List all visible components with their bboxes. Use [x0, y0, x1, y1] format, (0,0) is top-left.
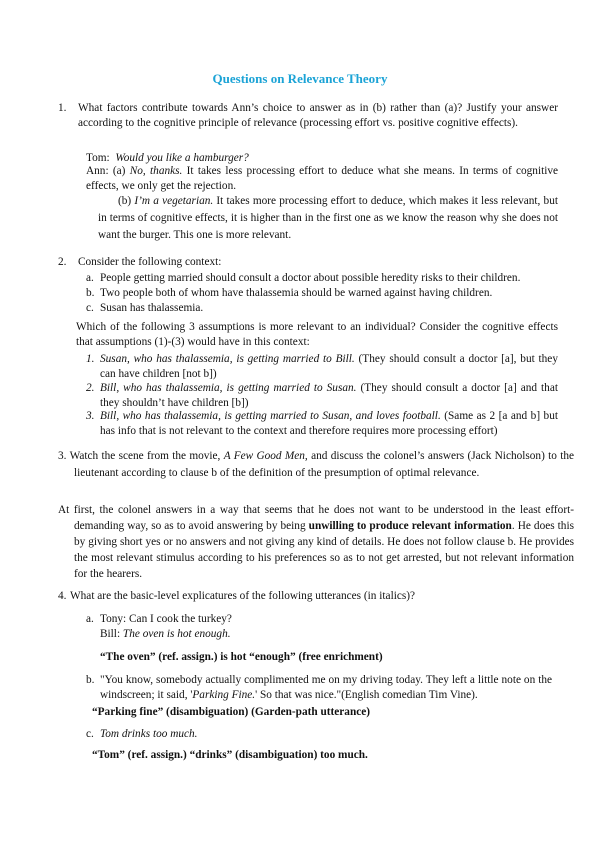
- q1-b-label: (b): [118, 195, 132, 207]
- q2-assumption-1-quote: Susan, who has thalassemia, is getting married to Bill.: [100, 353, 355, 365]
- q3-answer-bold: unwilling to produce relevant information: [308, 520, 512, 532]
- q1-b-text: It takes more processing effort to deduce, which makes it less relevant, but in terms of cognitive effects, it is higher than in the first one as we know the reason why she does not want the burger. This one is more relevant.: [98, 195, 558, 241]
- q4-number: 4.: [58, 590, 67, 602]
- q2-assumption-1-answer: (They should consult a doctor [a], but they can have children [not b]): [100, 353, 558, 380]
- q4-a-speaker: Bill:: [100, 628, 121, 640]
- q2-context-c: Susan has thalassemia.: [100, 302, 204, 314]
- q1-a-label: (a): [112, 165, 126, 177]
- q2-assumption-2: [100, 381, 558, 411]
- q2-question: Which of the following 3 assumptions is more relevant to an individual? Consider the cognitive effects that assumptions (1)-(3) would have in this context:: [76, 321, 558, 348]
- q4-question: What are the basic-level explicatures of the following utterances (in italics)?: [70, 590, 416, 602]
- q1-ann-answer-b: [98, 193, 558, 244]
- q4-a-label: a.: [86, 613, 94, 625]
- q2-number: 2.: [58, 256, 67, 268]
- q2-assumption-2-answer: (They should consult a doctor [a] and that they shouldn’t have children [b]): [100, 382, 558, 409]
- q2-context-a: People getting married should consult a doctor about possible heredity risks to their children.: [100, 272, 521, 284]
- q2-assumption-2-label: 2.: [86, 382, 95, 394]
- q3-answer-part1: At first, the colonel answers in a way that seems that he does not want to be understood in the least effort-demanding way, so as to avoid answering by being: [58, 504, 574, 532]
- q2-intro: Consider the following context:: [78, 256, 222, 268]
- q2-assumption-3-answer: (Same as 2 [a and b] but has info that is not relevant to the context and therefore requires more processing effort): [100, 410, 558, 437]
- page-title: Questions on Relevance Theory: [212, 71, 388, 86]
- q3-question-part2: and discuss the colonel’s answers (Jack Nicholson) to the lieutenant according to clause b of the definition of the presumption of optimal relevance.: [74, 450, 575, 479]
- q1-tom-quote: Would you like a hamburger?: [115, 152, 249, 164]
- q2-context-b: Two people both of whom have thalassemia should be warned against having children.: [100, 287, 493, 299]
- q2-assumption-3: [100, 409, 558, 439]
- q4-c-quote: Tom drinks too much.: [100, 728, 198, 740]
- q4-a-answer: “The oven” (ref. assign.) is hot “enough” (free enrichment): [100, 651, 383, 663]
- q3-answer-part2: . He does this by giving short yes or no answers and not giving any kind of details. He does not follow clause b. He provides the most relevant stimulus according to his preferences so as to not get arrested, but not relevant information for the hearers.: [74, 520, 574, 580]
- q3-answer: [58, 502, 574, 582]
- q1-number: 1.: [58, 102, 67, 114]
- q4-b-text-part2: ' So that was nice."(English comedian Tim Vine).: [255, 689, 478, 701]
- q2-assumption-1: [100, 352, 558, 382]
- q2-context-c-label: c.: [86, 302, 94, 314]
- q1-tom-label: Tom:: [86, 152, 110, 164]
- q4-a-line2: [100, 627, 231, 642]
- q4-b-quote: Parking Fine.: [192, 689, 256, 701]
- q4-b-label: b.: [86, 674, 95, 686]
- q4-a-quote: The oven is hot enough.: [122, 628, 231, 640]
- q4-a-line1: Tony: Can I cook the turkey?: [100, 613, 232, 625]
- q4-c-label: c.: [86, 728, 94, 740]
- q3-question-part1: Watch the scene from the movie,: [69, 450, 221, 462]
- q2-assumption-2-quote: Bill, who has thalassemia, is getting married to Susan.: [100, 382, 357, 394]
- q1-ann-label: Ann:: [86, 165, 109, 177]
- q2-assumption-1-label: 1.: [86, 353, 95, 365]
- q2-context-b-label: b.: [86, 287, 95, 299]
- q4-b-answer: “Parking fine” (disambiguation) (Garden-path utterance): [92, 706, 371, 718]
- q1-a-text: It takes less processing effort to deduce what she means. In terms of cognitive effects, we only get the rejection.: [86, 165, 559, 192]
- q2-assumption-3-label: 3.: [86, 410, 95, 422]
- q1-b-quote: I’m a vegetarian.: [134, 195, 214, 207]
- q4-c-answer: “Tom” (ref. assign.) “drinks” (disambiguation) too much.: [92, 749, 368, 761]
- q1-question: What factors contribute towards Ann’s choice to answer as in (b) rather than (a)? Justify your answer according to the cognitive principle of relevance (processing effort vs. positive cognitive effects).: [78, 102, 558, 129]
- q2-assumption-3-quote: Bill, who has thalassemia, is getting married to Susan, and loves football.: [100, 410, 441, 422]
- q1-a-quote: No, thanks.: [129, 165, 183, 177]
- q3-question: [58, 448, 574, 482]
- q3-movie-title: A Few Good Men,: [223, 450, 308, 462]
- q4-b-text: [100, 673, 552, 703]
- q4-b-text-part1: "You know, somebody actually complimented me on my driving today. They left a little note on the windscreen; it said, ': [100, 674, 552, 701]
- q1-ann-answer-a: [86, 164, 558, 194]
- q2-context-a-label: a.: [86, 272, 94, 284]
- q3-number: 3.: [58, 450, 67, 462]
